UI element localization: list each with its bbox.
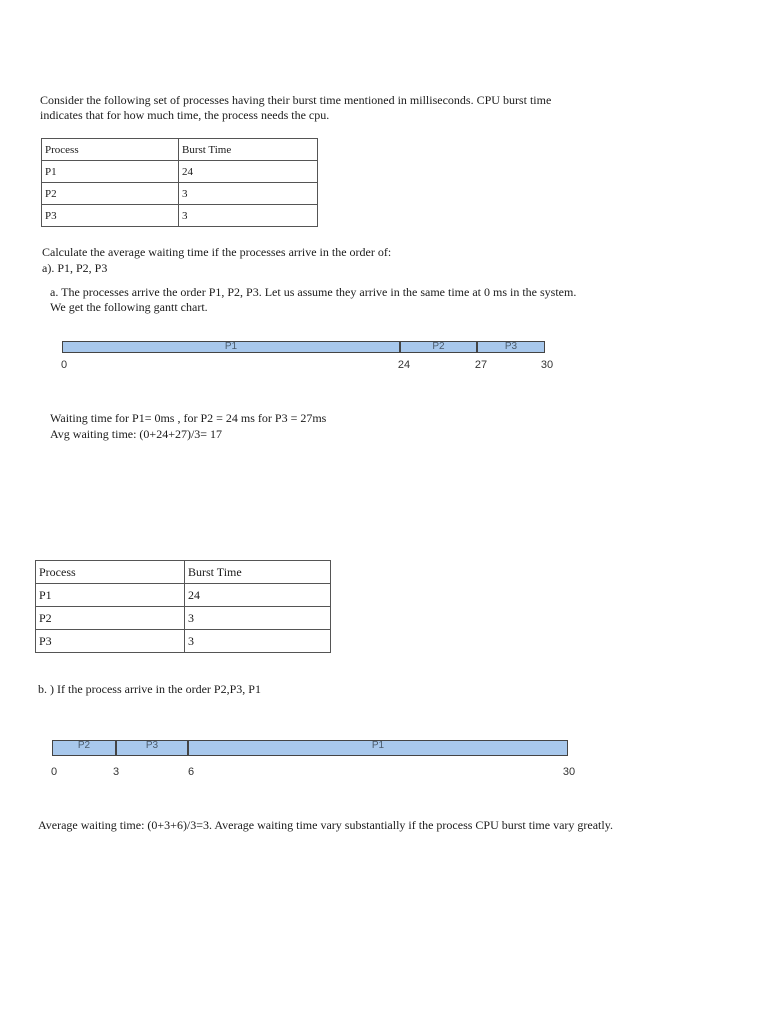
table-row <box>42 161 318 183</box>
intro-paragraph: Consider the following set of processes having their burst time mentioned in milliseconds. CPU burst time indicates that for how much time, the process needs the cpu. <box>40 93 552 122</box>
gantt-tick-label: 0 <box>60 359 68 371</box>
gantt-chart-b <box>50 740 576 778</box>
table-header-cell: Burst Time <box>179 139 318 161</box>
table-cell: P3 <box>42 205 179 227</box>
gantt-tick-label: 27 <box>474 359 488 371</box>
gantt-segment-p2: P2 <box>52 740 116 756</box>
question-line-2: a). P1, P2, P3 <box>42 261 108 275</box>
table-cell: P1 <box>42 161 179 183</box>
table-row <box>36 630 331 653</box>
burst-time-table-2 <box>35 560 331 653</box>
table-header-cell: Process <box>42 139 179 161</box>
gantt-segment-p3: P3 <box>477 341 545 353</box>
table-row <box>42 183 318 205</box>
table-header-cell: Process <box>36 561 185 584</box>
gantt-tick-label: 24 <box>397 359 411 371</box>
gantt-tick-label: 6 <box>187 766 195 778</box>
table-row <box>36 584 331 607</box>
table-cell: P2 <box>42 183 179 205</box>
gantt-segment-p1: P1 <box>188 740 568 756</box>
table-header-cell: Burst Time <box>185 561 331 584</box>
table-row <box>36 607 331 630</box>
gantt-tick-label: 0 <box>50 766 58 778</box>
part-a-paragraph: a. The processes arrive the order P1, P2, P3. Let us assume they arrive in the same time at 0 ms in the system. We get the following gantt chart. <box>50 285 577 314</box>
gantt-tick-label: 30 <box>562 766 576 778</box>
gantt-segment-p1: P1 <box>62 341 400 353</box>
gantt-tick-label: 3 <box>112 766 120 778</box>
gantt-tick-label: 30 <box>540 359 554 371</box>
waiting-times-line: Waiting time for P1= 0ms , for P2 = 24 ms for P3 = 27ms <box>50 411 327 425</box>
table-cell: 3 <box>179 205 318 227</box>
conclusion-paragraph: Average waiting time: (0+3+6)/3=3. Average waiting time vary substantially if the process CPU burst time vary greatly. <box>38 818 613 832</box>
question-line-1: Calculate the average waiting time if the processes arrive in the order of: <box>42 245 392 259</box>
gantt-segment-p3: P3 <box>116 740 188 756</box>
table-header-row <box>36 561 331 584</box>
table-cell: P3 <box>36 630 185 653</box>
table-cell: 3 <box>185 630 331 653</box>
table-cell: P1 <box>36 584 185 607</box>
table-cell: 24 <box>179 161 318 183</box>
table-cell: P2 <box>36 607 185 630</box>
avg-waiting-line: Avg waiting time: (0+24+27)/3= 17 <box>50 427 223 441</box>
gantt-segment-p2: P2 <box>400 341 477 353</box>
table-cell: 24 <box>185 584 331 607</box>
table-row <box>42 205 318 227</box>
table-cell: 3 <box>179 183 318 205</box>
table-header-row <box>42 139 318 161</box>
burst-time-table-1 <box>41 138 318 227</box>
table-cell: 3 <box>185 607 331 630</box>
gantt-chart-a <box>60 341 554 373</box>
part-b-heading: b. ) If the process arrive in the order P2,P3, P1 <box>38 682 261 696</box>
